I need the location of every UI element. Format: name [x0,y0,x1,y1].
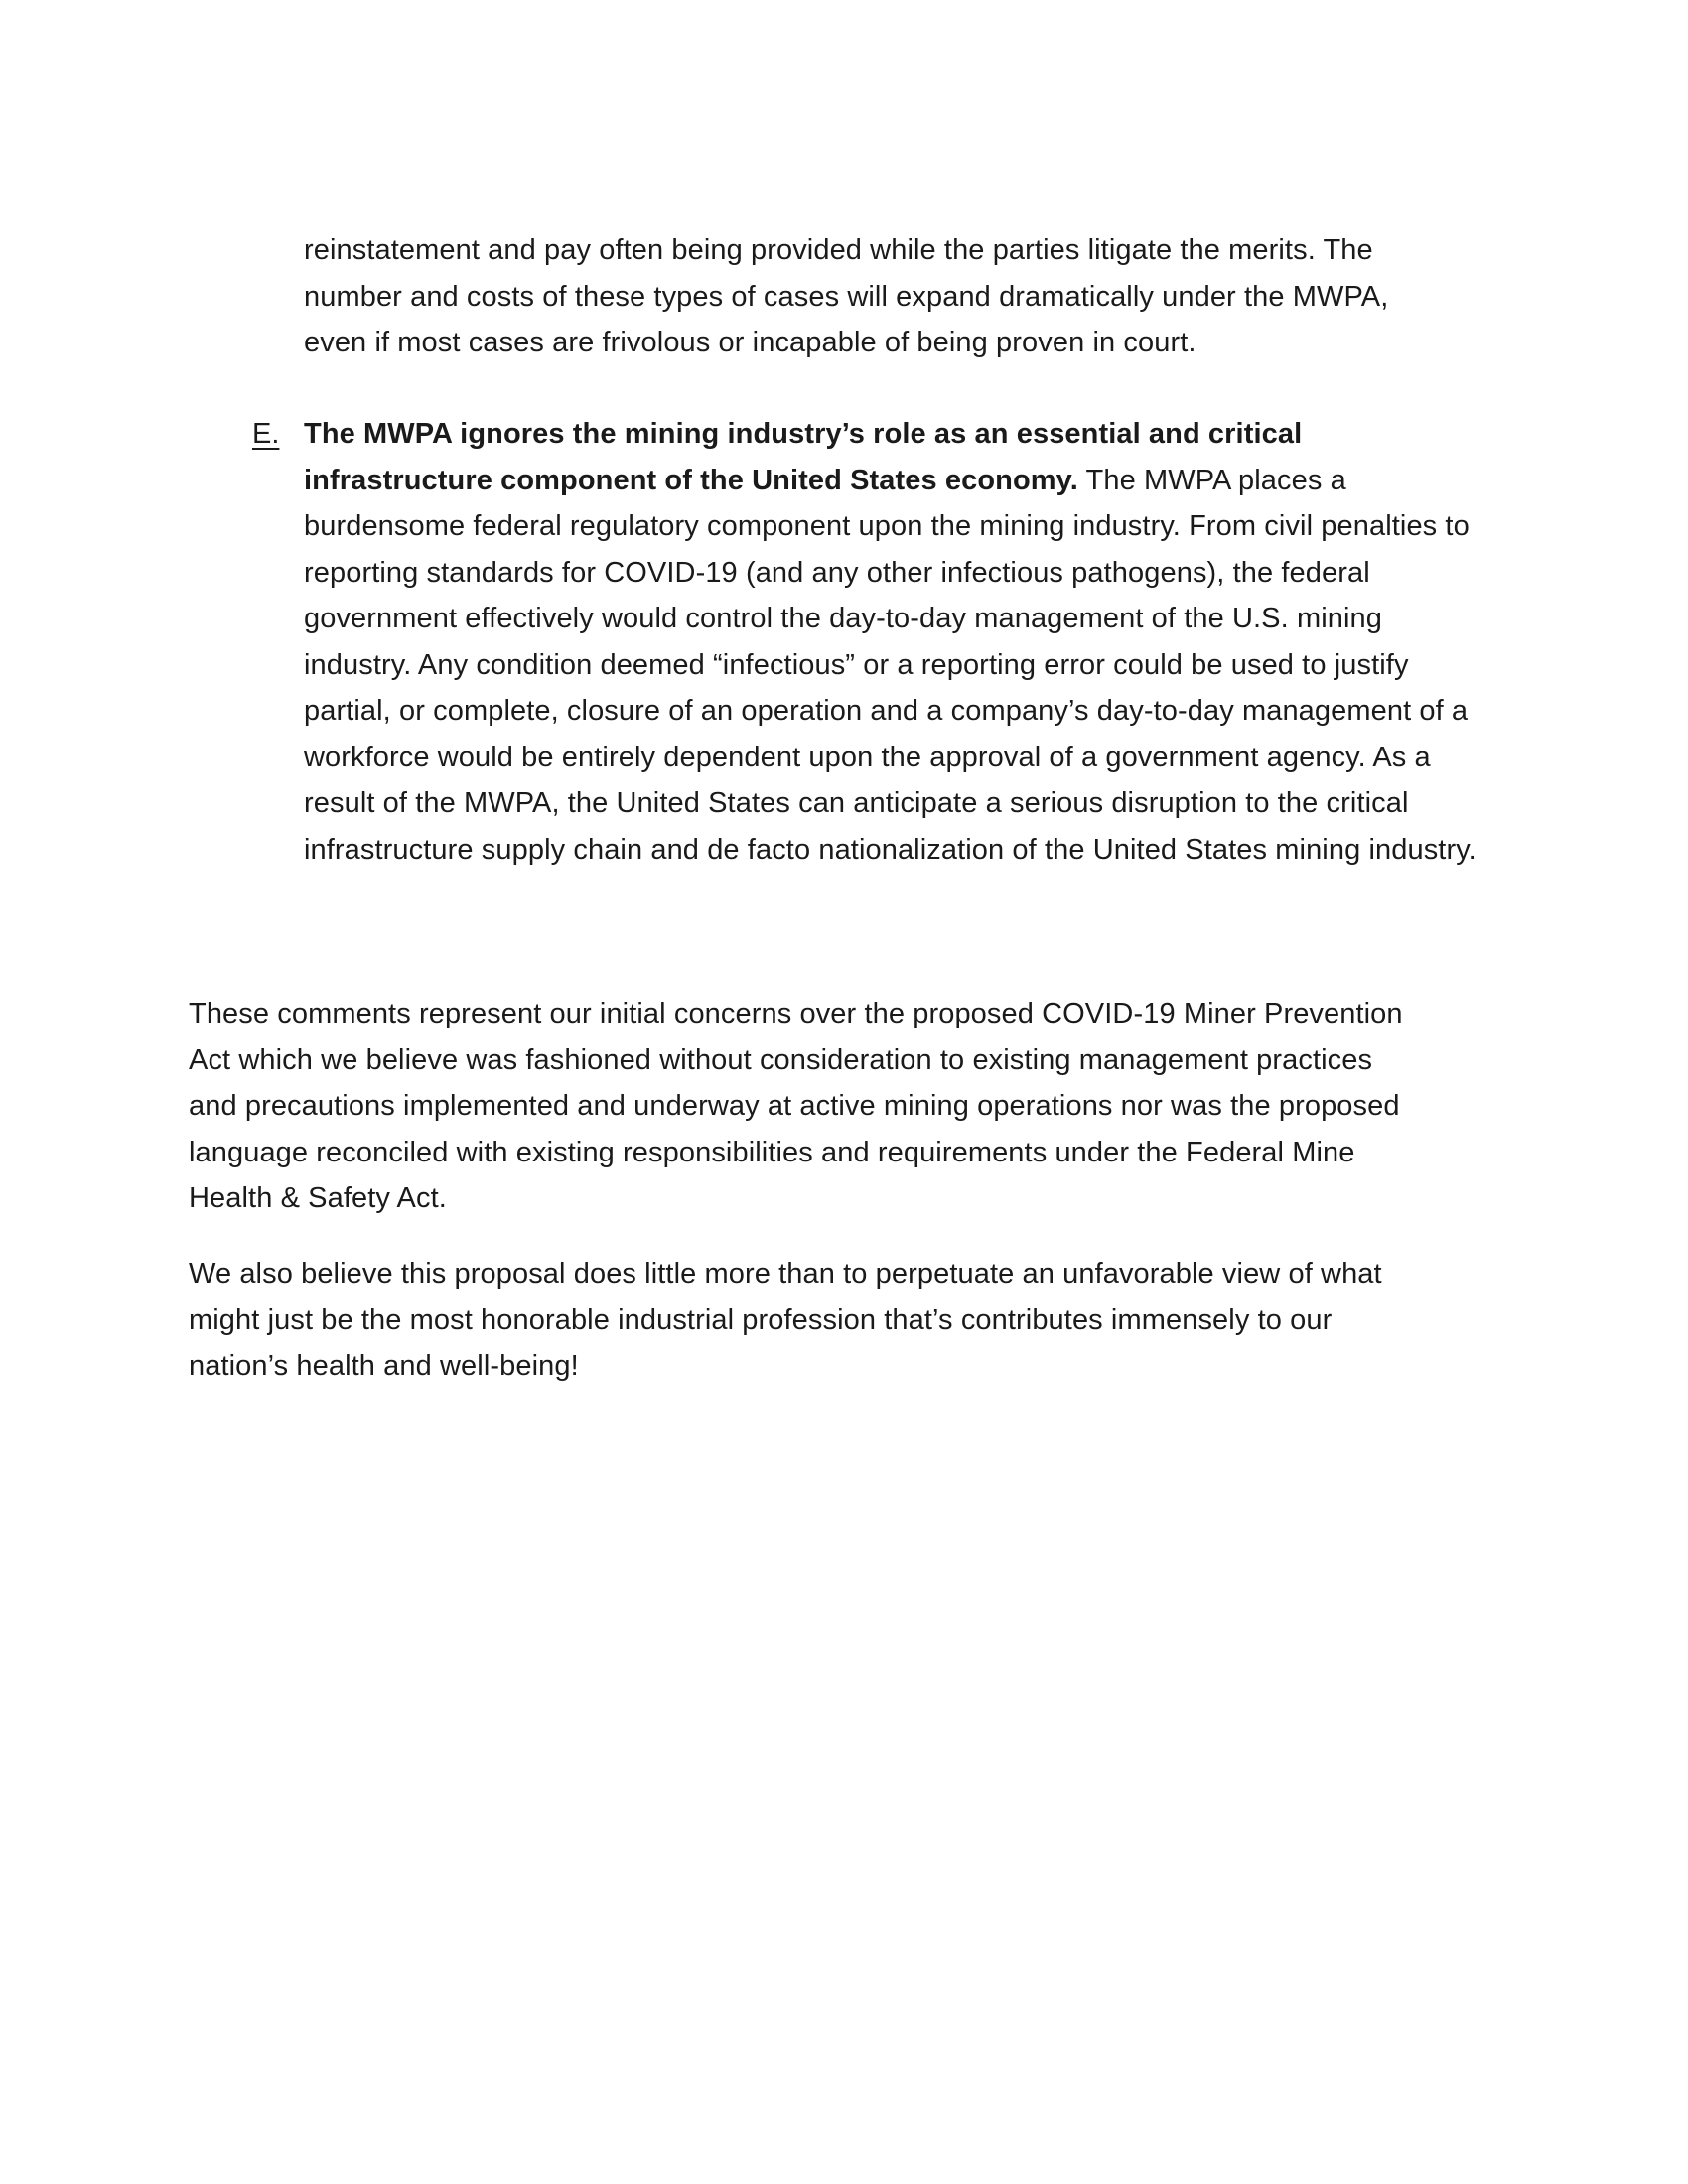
continued-paragraph: reinstatement and pay often being provided while the parties litigate the merits. The number and costs of these types of cases will expand dramatically under the MWPA, even if most cases are frivolous or incapable of being proven in court. [304,234,1389,358]
list-item-text [304,411,1495,873]
concerns-paragraph: These comments represent our initial concerns over the proposed COVID-19 Miner Prevention Act which we believe was fashioned without consideration to existing management practices and precautions implemented and underway at active mining operations nor was the proposed language reconciled with existing responsibilities and requirements under the Federal Mine Health & Safety Act. [189,998,1403,1214]
belief-paragraph: We also believe this proposal does little more than to perpetuate an unfavorable view of what might just be the most honorable industrial profession that’s contributes immensely to our nation’s health and well-being! [189,1258,1382,1382]
list-item-heading: The MWPA ignores the mining industry’s role as an essential and critical infrastructure component of the United States economy. [304,418,1303,496]
list-item-marker: E. [252,418,280,450]
list-item-body: The MWPA places a burdensome federal regulatory component upon the mining industry. From civil penalties to reporting standards for COVID-19 (and any other infectious pathogens), the federal government effectively would control the day-to-day management of the U.S. mining industry. Any condition deemed “infectious” or a reporting error could be used to justify partial, or complete, closure of an operation and a company’s day-to-day management of a workforce would be entirely dependent upon the approval of a government agency. As a result of the MWPA, the United States can anticipate a serious disruption to the critical infrastructure supply chain and de facto nationalization of the United States mining industry. [304,464,1477,866]
